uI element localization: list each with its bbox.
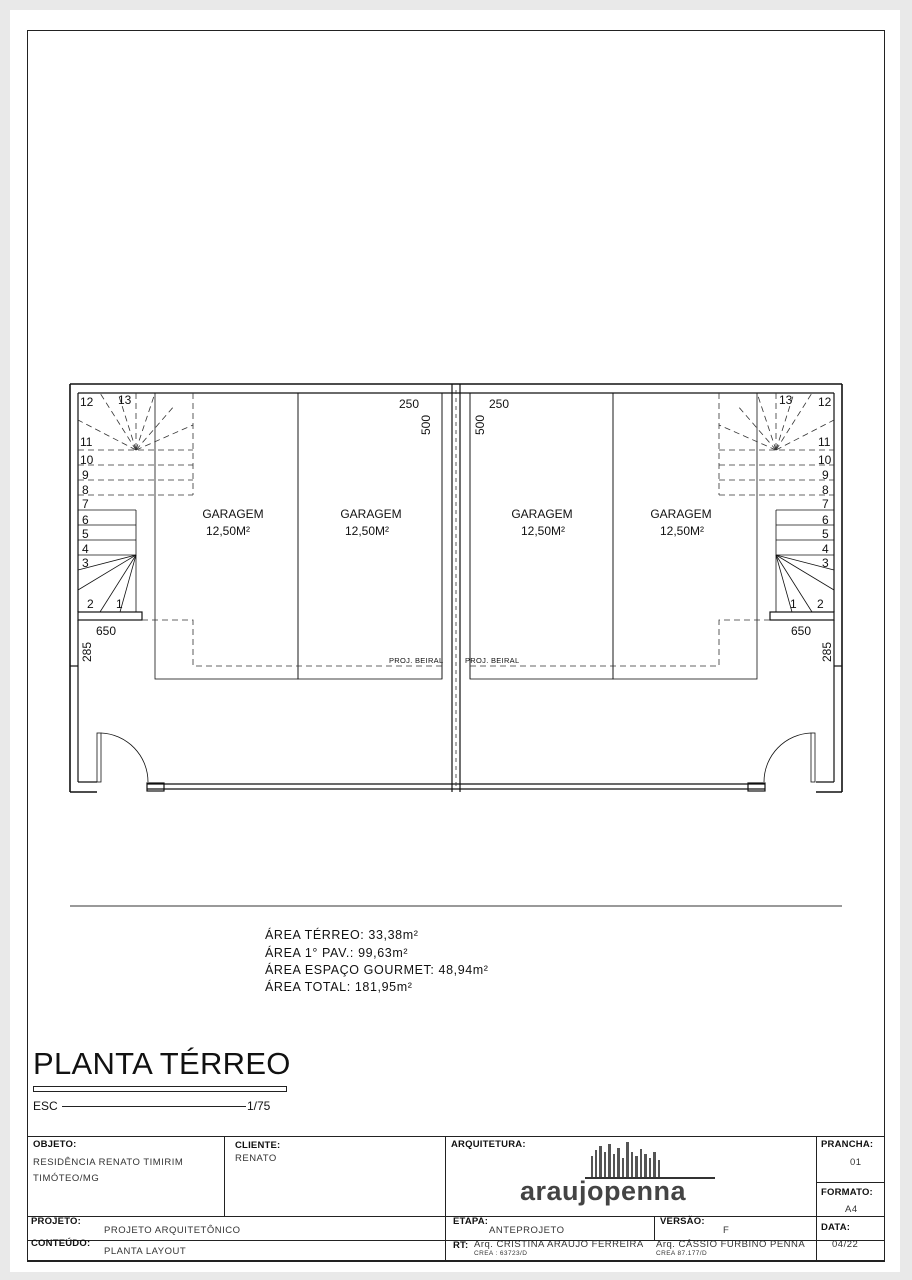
stair-num-13-left: 13 [118, 393, 132, 407]
stair-num-12-right: 12 [818, 395, 832, 409]
projeto-label: PROJETO: [31, 1216, 81, 1227]
conteudo-label: CONTEÚDO: [31, 1238, 91, 1249]
stair-num-4-right: 4 [822, 542, 829, 556]
stair-num-3-right: 3 [822, 556, 829, 570]
dim-500-right: 500 [473, 414, 487, 435]
room-area: 12,50M² [344, 524, 390, 538]
rt2-name: Arq. CÁSSIO FURBINO PENNA [656, 1239, 806, 1250]
objeto-line1: RESIDÊNCIA RENATO TIMIRIM [33, 1157, 184, 1168]
versao-value: F [723, 1225, 730, 1236]
room-name: GARAGEM [511, 507, 573, 521]
stair-num-10-right: 10 [818, 453, 832, 467]
dim-285-right: 285 [820, 641, 834, 662]
data-label: DATA: [821, 1222, 851, 1233]
stair-num-7-left: 7 [82, 497, 89, 511]
prancha-value: 01 [850, 1157, 862, 1168]
dim-285-left: 285 [80, 641, 94, 662]
rt-label: RT: [453, 1240, 469, 1251]
stair-num-4-left: 4 [82, 542, 89, 556]
room-area: 12,50M² [659, 524, 705, 538]
room-name: GARAGEM [202, 507, 264, 521]
data-value: 04/22 [832, 1239, 859, 1250]
title-underline [33, 1086, 287, 1092]
cliente-value: RENATO [235, 1153, 277, 1164]
stair-num-11-right: 11 [818, 435, 831, 449]
cliente-label: CLIENTE: [235, 1140, 281, 1151]
prancha-label: PRANCHA: [821, 1139, 874, 1150]
stair-num-5-left: 5 [82, 527, 89, 541]
projeto-value: PROJETO ARQUITETÔNICO [104, 1225, 241, 1236]
proj-beiral-left: PROJ. BEIRAL [389, 656, 444, 665]
etapa-label: ETAPA: [453, 1216, 489, 1227]
room-area: 12,50M² [205, 524, 251, 538]
stair-num-2-left: 2 [87, 597, 94, 611]
proj-beiral-right: PROJ. BEIRAL [465, 656, 520, 665]
stair-num-5-right: 5 [822, 527, 829, 541]
stair-num-9-right: 9 [822, 468, 829, 482]
etapa-value: ANTEPROJETO [489, 1225, 565, 1236]
rt1-crea: CREA : 63723/D [474, 1250, 528, 1257]
room-area: 12,50M² [520, 524, 566, 538]
stair-num-2-right: 2 [817, 597, 824, 611]
scale-label: ESC [33, 1099, 58, 1113]
logo: araujopenna [520, 1176, 687, 1206]
area-terreo: ÁREA TÉRREO: 33,38m² [265, 928, 419, 942]
room-name: GARAGEM [650, 507, 712, 521]
page-title: PLANTA TÉRREO [33, 1046, 291, 1081]
stair-num-8-right: 8 [822, 483, 829, 497]
stair-num-13-right: 13 [779, 393, 793, 407]
stair-num-1-left: 1 [116, 597, 123, 611]
conteudo-value: PLANTA LAYOUT [104, 1246, 187, 1257]
versao-label: VERSÃO: [660, 1216, 705, 1227]
area-total: ÁREA TOTAL: 181,95m² [265, 980, 413, 994]
rt1-name: Arq. CRISTINA ARAUJO FERREIRA [474, 1239, 644, 1250]
dim-500-left: 500 [419, 414, 433, 435]
stair-num-12-left: 12 [80, 395, 94, 409]
dim-250-right: 250 [489, 397, 510, 411]
dim-650-right: 650 [791, 624, 812, 638]
scale-line [62, 1106, 246, 1107]
formato-value: A4 [845, 1204, 858, 1215]
stair-num-11-left: 11 [80, 435, 93, 449]
stair-num-3-left: 3 [82, 556, 89, 570]
stair-num-6-right: 6 [822, 513, 829, 527]
stair-num-10-left: 10 [80, 453, 94, 467]
room-name: GARAGEM [340, 507, 402, 521]
scale-value: 1/75 [247, 1099, 271, 1113]
formato-label: FORMATO: [821, 1187, 873, 1198]
area-1-pav: ÁREA 1° PAV.: 99,63m² [265, 946, 409, 960]
stair-num-1-right: 1 [790, 597, 797, 611]
objeto-label: OBJETO: [33, 1139, 77, 1150]
arquitetura-label: ARQUITETURA: [451, 1139, 526, 1150]
stair-num-9-left: 9 [82, 468, 89, 482]
logo-skyline-icon [585, 1140, 715, 1180]
dim-250-left: 250 [399, 397, 420, 411]
rt2-crea: CREA 87.177/D [656, 1250, 708, 1257]
stair-num-8-left: 8 [82, 483, 89, 497]
objeto-line2: TIMÓTEO/MG [33, 1173, 100, 1184]
stair-num-7-right: 7 [822, 497, 829, 511]
dim-650-left: 650 [96, 624, 117, 638]
area-gourmet: ÁREA ESPAÇO GOURMET: 48,94m² [265, 963, 489, 977]
stair-num-6-left: 6 [82, 513, 89, 527]
